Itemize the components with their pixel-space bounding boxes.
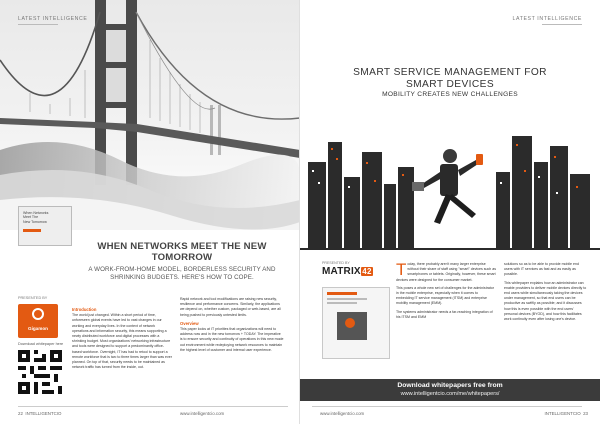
gigamon-mark-icon xyxy=(32,308,44,320)
section-rule xyxy=(18,24,58,25)
article-title: WHEN NETWORKS MEET THE NEW TOMORROW xyxy=(97,241,267,263)
paragraph: solutions so as to be able to provide mobile end users with IT services as fast and as easily as possible. xyxy=(504,262,579,277)
overview-heading: Overview xyxy=(180,320,199,326)
footer-rule xyxy=(312,406,582,407)
city-skyline-illustration xyxy=(300,122,600,250)
whitepaper-thumbnail xyxy=(18,206,72,246)
thumbnail-accent-bar xyxy=(23,229,41,232)
golden-gate-bridge-photo xyxy=(0,0,300,230)
thumbnail-line: When Networks xyxy=(23,211,49,215)
presented-by-label: PRESENTED BY xyxy=(18,296,48,300)
article-column-2 xyxy=(180,297,284,353)
article-title xyxy=(330,67,570,91)
right-folio-url[interactable]: www.intelligentcio.com xyxy=(320,411,365,416)
download-note: Download whitepaper here xyxy=(18,342,64,346)
section-rule xyxy=(542,24,582,25)
article-subtitle: MOBILITY CREATES NEW CHALLENGES xyxy=(382,91,518,98)
matrix-logo-text: MATRIX xyxy=(322,266,361,277)
drop-cap: T xyxy=(396,260,407,279)
right-folio xyxy=(545,411,588,416)
section-label: LATEST INTELLIGENCE xyxy=(512,16,582,22)
paragraph: This poses a whole new set of challenges for the administrator in the mobile enterprise, especially when it comes to embedding IT service management (ITSM) and enterprise mobility management (EMM). xyxy=(396,285,494,306)
title-line-2: SMART DEVICES xyxy=(405,79,495,90)
paragraph: This whitepaper explains how an administrator can enable providers to deliver mobile devices directly to end users while simultaneously taking the devices under management, so that end users can be productive as swiftly as possible; and it discusses how this is even possible with the end users' personal devices (BYOD), and how this facilitates work continuity even after losing one's device. xyxy=(504,280,587,322)
matrix42-logo xyxy=(322,266,373,277)
thumbnail-line: New Tomorrow xyxy=(23,219,47,224)
gigamon-logo xyxy=(18,304,58,338)
cover-figure xyxy=(345,318,355,328)
left-folio xyxy=(18,411,61,416)
overview-text: This paper looks at IT priorities that organizations will need to address now and in the new tomorrow + TODAY. The imperative is to ensure security and continuity of operations in this new mode out environment while redeploying network resources to maintain the highest level of customer and internal user experience. xyxy=(180,327,284,352)
intro-text: The world just changed. Within a short period of time, unforeseen global events have led to vast changes in our working and everyday lives. In the context of network operations and information security, this means supporting a newly distributed workforce and digital processes with a shrinking budget. Most organizations' networking infrastructure and tools were designed to support a predominantly office-based workforce. Overnight, IT has had to retool to support a remote workforce that is two to three times larger than was ever planned. On top of that, security needs to be maintained as network traffic has turned from the inside, out. xyxy=(72,313,172,370)
qr-code[interactable] xyxy=(18,350,62,394)
presented-by-label: PRESENTED BY xyxy=(322,261,350,265)
page-number: 22 xyxy=(18,411,23,416)
paragraph: The systems administrator needs a far-reaching integration of his ITSM and EMM xyxy=(396,309,493,319)
thumbnail-line: Meet The xyxy=(23,215,39,220)
intro-body: oday, there probably aren't many larger enterprise without their share of staff using "smart" devices such as smartphones or tablets. Originally, however, these smart devices were designed for the consumer market. xyxy=(396,262,496,282)
article-column-2 xyxy=(504,262,588,322)
article-subtitle: A WORK-FROM-HOME MODEL, BORDERLESS SECURITY AND SHRINKING BUDGETS. HERE'S HOW TO COPE. xyxy=(88,266,276,281)
page-number: 23 xyxy=(583,411,588,416)
cover-text-line xyxy=(327,302,357,304)
brand-name: INTELLIGENTCIO xyxy=(25,411,62,416)
brand-name: INTELLIGENTCIO xyxy=(544,411,581,416)
intro-heading: Introduction xyxy=(72,307,97,312)
article-column-1 xyxy=(72,307,172,370)
footer-rule xyxy=(18,406,288,407)
gigamon-logo-text: Gigamon xyxy=(28,326,48,331)
matrix-logo-number: 42 xyxy=(362,267,372,276)
cover-accent-bar xyxy=(327,292,357,295)
banner-headline: Download whitepapers free from xyxy=(397,382,503,389)
download-banner[interactable] xyxy=(300,379,600,401)
right-page xyxy=(300,0,600,424)
banner-url[interactable]: www.intelligentcio.com/me/whitepapers/ xyxy=(400,391,500,397)
intro-text xyxy=(396,262,496,283)
thumbnail-title xyxy=(23,211,67,224)
whitepaper-cover[interactable] xyxy=(322,287,390,359)
column-2-text: Rapid network and tool modifications are raising new security, resilience and performance concerns. Similarly, the applications we depend on, whether custom, packaged or web-based, are all being pushed to previously untested limits. xyxy=(180,297,281,317)
section-label: LATEST INTELLIGENCE xyxy=(18,16,88,22)
left-folio-url[interactable]: www.intelligentcio.com xyxy=(180,411,225,416)
article-column-1 xyxy=(396,262,496,320)
cover-text-line xyxy=(327,298,367,300)
title-line-1: SMART SERVICE MANAGEMENT FOR xyxy=(353,67,547,78)
